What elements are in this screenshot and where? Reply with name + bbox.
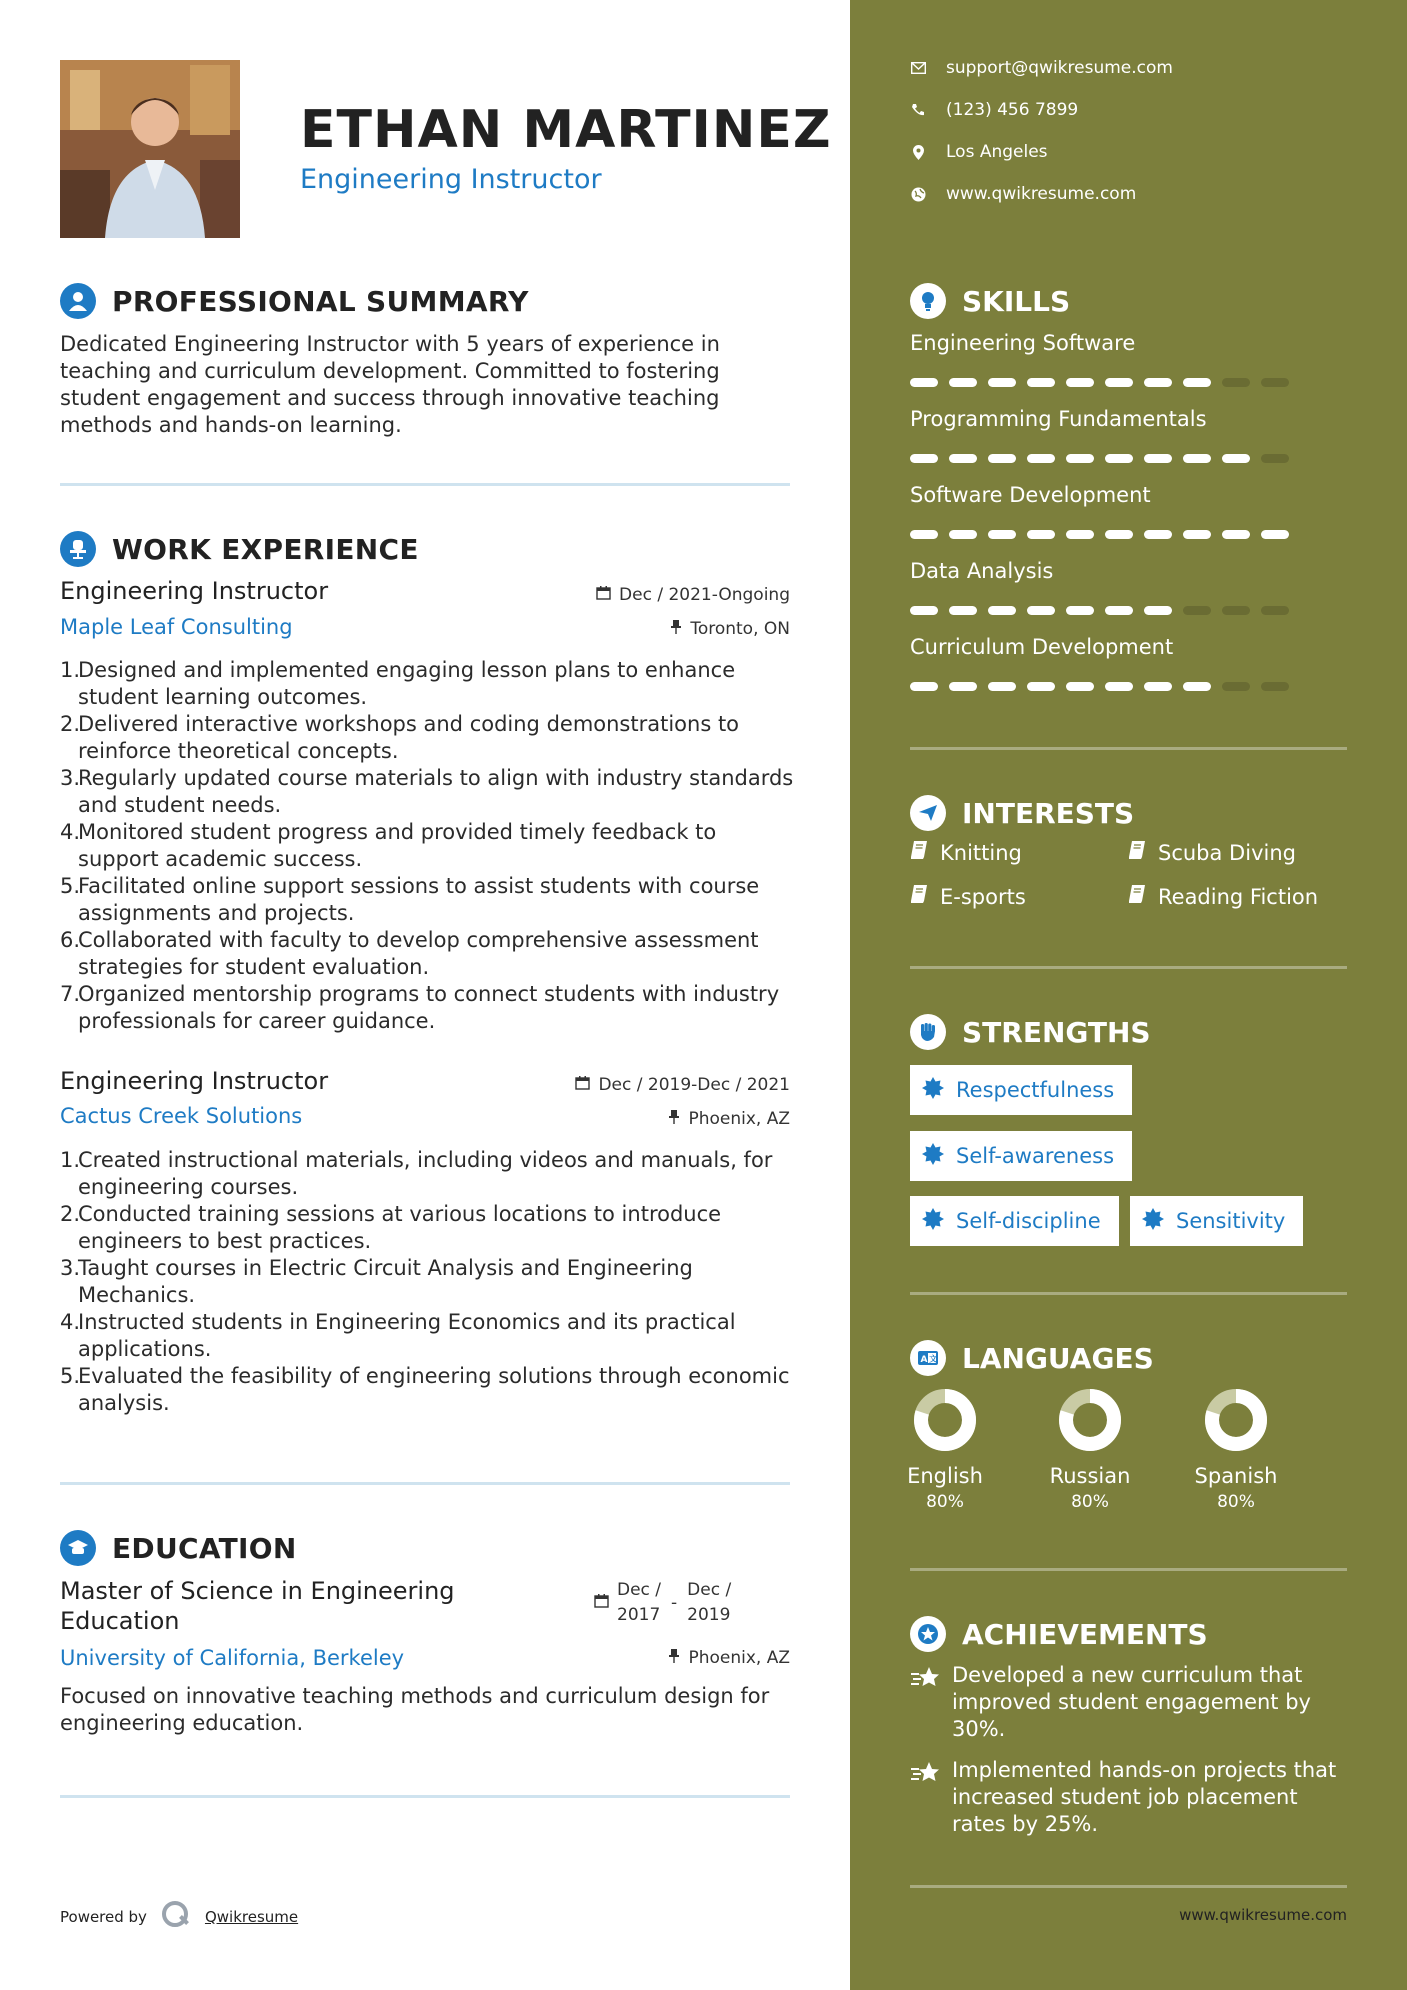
qwikresume-logo-icon [161, 1900, 191, 1934]
skill-segment [1066, 606, 1094, 615]
job-location-text: Phoenix, AZ [688, 1109, 790, 1129]
skill-segment [1066, 682, 1094, 691]
powered-by-label: Powered by [60, 1908, 147, 1926]
section-divider [910, 966, 1347, 969]
language-name: Russian [1049, 1464, 1131, 1488]
contact-location [910, 142, 1370, 162]
strength-label: Self-discipline [956, 1209, 1101, 1233]
language-percent: 80% [1217, 1492, 1255, 1512]
skill-segment [949, 682, 977, 691]
svg-text:文: 文 [929, 1354, 938, 1364]
skill-segment [910, 682, 938, 691]
contact-phone-text: (123) 456 7899 [946, 100, 1079, 120]
skill-segment [1261, 530, 1289, 539]
achievements-heading-text: ACHIEVEMENTS [962, 1617, 1208, 1651]
skill-segment [1144, 606, 1172, 615]
skill-segment [1261, 378, 1289, 387]
skill-segment [1222, 606, 1250, 615]
degree-title [60, 1576, 455, 1636]
skill-segment [1027, 378, 1055, 387]
skill-segment [1027, 454, 1055, 463]
skill-segment [910, 530, 938, 539]
education-heading-text: EDUCATION [112, 1531, 297, 1565]
profile-photo [60, 60, 240, 238]
strength-label: Sensitivity [1176, 1209, 1286, 1233]
skill-segment [1183, 530, 1211, 539]
strength-badge [910, 1196, 1119, 1246]
candidate-title: Engineering Instructor [300, 164, 602, 195]
skill-segment [1261, 454, 1289, 463]
language-name: Spanish [1194, 1464, 1278, 1488]
summary-line: student engagement and success through innovative teaching [60, 386, 720, 410]
date-separator: - [671, 1593, 678, 1613]
skills-heading [910, 283, 1070, 319]
achievement-item [910, 1757, 1360, 1838]
list-item: 4. Instructed students in Engineering Economics and its practical applications. [60, 1310, 736, 1361]
experience-heading [60, 531, 419, 567]
achievement-text: Developed a new curriculum that improved student engagement by 30%. [952, 1663, 1311, 1741]
book-icon [910, 840, 928, 865]
skills-heading-text: SKILLS [962, 284, 1071, 318]
skill-segment [949, 378, 977, 387]
skill-segment [1183, 378, 1211, 387]
skill-segment [1183, 606, 1211, 615]
section-divider [910, 1568, 1347, 1571]
calendar-icon [594, 1593, 609, 1613]
strength-badge [1130, 1196, 1303, 1246]
job-location [670, 619, 790, 639]
badge-star-icon [922, 1143, 944, 1170]
user-icon [60, 283, 96, 319]
skill-segment [949, 454, 977, 463]
skill-segment [1027, 530, 1055, 539]
skill-segment [1261, 606, 1289, 615]
skill-segment [1105, 606, 1133, 615]
education-description: Focused on innovative teaching methods and curriculum design for engineering education. [60, 1684, 770, 1735]
education-dates [594, 1578, 731, 1628]
language-ring [1058, 1388, 1122, 1452]
summary-line: methods and hands-on learning. [60, 413, 402, 437]
skill-segment [1222, 530, 1250, 539]
education-end: Dec / 2019 [687, 1580, 732, 1625]
strengths-heading-text: STRENGTHS [962, 1015, 1151, 1049]
map-marker-icon [910, 145, 926, 160]
skill-segment [1144, 530, 1172, 539]
skill-segment [1105, 682, 1133, 691]
skill-name: Programming Fundamentals [910, 407, 1207, 431]
job-title: Engineering Instructor [60, 1067, 329, 1095]
book-icon [1128, 884, 1146, 909]
skill-segment [949, 606, 977, 615]
contact-phone[interactable] [910, 100, 1370, 120]
graduation-cap-icon [60, 1530, 96, 1566]
translate-icon [910, 1340, 946, 1376]
book-icon [1128, 840, 1146, 865]
list-item: 1. Designed and implemented engaging lesson plans to enhance student learning outcomes. [60, 658, 736, 709]
skill-segment [1066, 454, 1094, 463]
interest-label: Scuba Diving [1158, 840, 1296, 865]
skill-segment [1222, 378, 1250, 387]
summary-line: Dedicated Engineering Instructor with 5 years of experience in [60, 332, 720, 356]
skill-segment [1261, 682, 1289, 691]
language-item [1040, 1388, 1140, 1512]
list-item: 6. Collaborated with faculty to develop comprehensive assessment strategies for student evaluation. [60, 928, 759, 979]
list-item: 2. Conducted training sessions at various locations to introduce engineers to best practices. [60, 1202, 722, 1253]
achievement-item [910, 1662, 1360, 1743]
skill-segment [1144, 682, 1172, 691]
languages-heading [910, 1340, 1154, 1376]
skill-segment [1027, 606, 1055, 615]
skill-level-bar [910, 378, 1289, 387]
section-divider [60, 1482, 790, 1485]
skill-segment [1105, 454, 1133, 463]
achievements-heading [910, 1616, 1208, 1652]
section-divider [60, 1795, 790, 1798]
skill-name: Curriculum Development [910, 635, 1174, 659]
skill-segment [910, 454, 938, 463]
section-divider [910, 1292, 1347, 1295]
section-divider [910, 1885, 1347, 1888]
skill-segment [988, 530, 1016, 539]
interest-item [1128, 840, 1296, 865]
language-name: English [907, 1464, 983, 1488]
list-item: 4. Monitored student progress and provided timely feedback to support academic success. [60, 820, 717, 871]
skill-segment [910, 606, 938, 615]
skill-name: Engineering Software [910, 331, 1136, 355]
skill-segment [1066, 378, 1094, 387]
skill-segment [1222, 682, 1250, 691]
interest-item [910, 884, 1026, 909]
calendar-icon [596, 585, 611, 605]
pin-icon [670, 619, 682, 639]
skill-name: Data Analysis [910, 559, 1054, 583]
section-divider [910, 747, 1347, 750]
interest-label: Knitting [940, 840, 1022, 865]
job-company: Cactus Creek Solutions [60, 1104, 303, 1128]
briefcase-chair-icon [60, 531, 96, 567]
strength-label: Self-awareness [956, 1144, 1115, 1168]
summary-line: teaching and curriculum development. Committed to fostering [60, 359, 720, 383]
list-item: 5. Facilitated online support sessions to assist students with course assignments and projects. [60, 874, 760, 925]
contact-email[interactable] [910, 58, 1370, 78]
skill-segment [1105, 530, 1133, 539]
powered-by [60, 1900, 298, 1934]
strength-badge [910, 1065, 1132, 1115]
degree-line: Master of Science in Engineering [60, 1577, 455, 1605]
contact-email-text: support@qwikresume.com [946, 58, 1173, 78]
skill-segment [910, 378, 938, 387]
summary-text [60, 331, 800, 439]
list-item: 3. Regularly updated course materials to align with industry standards and student needs. [60, 766, 794, 817]
job-company: Maple Leaf Consulting [60, 615, 293, 639]
education-start: Dec / 2017 [617, 1580, 662, 1625]
list-item: 2. Delivered interactive workshops and coding demonstrations to reinforce theoretical concepts. [60, 712, 740, 763]
summary-heading-text: PROFESSIONAL SUMMARY [112, 284, 529, 318]
job-title: Engineering Instructor [60, 577, 329, 605]
strength-badge [910, 1131, 1132, 1181]
interest-label: Reading Fiction [1158, 884, 1319, 909]
footer-website[interactable]: www.qwikresume.com [1179, 1906, 1347, 1924]
skill-segment [1027, 682, 1055, 691]
svg-text:A: A [920, 1355, 928, 1365]
envelope-icon [910, 62, 926, 74]
list-item: 7. Organized mentorship programs to connect students with industry professionals for career guidance. [60, 982, 780, 1033]
contact-location-text: Los Angeles [946, 142, 1048, 162]
pin-icon [668, 1109, 680, 1129]
interests-heading [910, 795, 1134, 831]
skill-segment [1105, 378, 1133, 387]
language-percent: 80% [1071, 1492, 1109, 1512]
education-location [668, 1648, 790, 1668]
strengths-heading [910, 1014, 1151, 1050]
experience-heading-text: WORK EXPERIENCE [112, 532, 419, 566]
skill-level-bar [910, 606, 1289, 615]
job-date [596, 585, 790, 605]
degree-line: Education [60, 1607, 180, 1635]
skill-segment [988, 606, 1016, 615]
interest-item [910, 840, 1022, 865]
book-icon [910, 884, 928, 909]
interests-heading-text: INTERESTS [962, 796, 1135, 830]
calendar-icon [575, 1075, 590, 1095]
skill-segment [1066, 530, 1094, 539]
language-item [1186, 1388, 1286, 1512]
school-name: University of California, Berkeley [60, 1646, 405, 1670]
fist-icon [910, 1014, 946, 1050]
job-date [575, 1075, 790, 1095]
language-ring [913, 1388, 977, 1452]
list-item: 5. Evaluated the feasibility of engineering solutions through economic analysis. [60, 1364, 790, 1415]
education-location-text: Phoenix, AZ [688, 1648, 790, 1668]
candidate-name: ETHAN MARTINEZ [300, 100, 832, 160]
language-ring [1204, 1388, 1268, 1452]
job-date-text: Dec / 2019-Dec / 2021 [598, 1075, 790, 1095]
contact-website-text: www.qwikresume.com [946, 184, 1137, 204]
skill-segment [1144, 454, 1172, 463]
sidebar [850, 0, 1407, 1990]
strength-label: Respectfulness [956, 1078, 1115, 1102]
contact-website[interactable] [910, 184, 1370, 204]
globe-icon [910, 187, 926, 202]
language-item [895, 1388, 995, 1512]
skill-segment [949, 530, 977, 539]
skill-segment [988, 378, 1016, 387]
language-percent: 80% [926, 1492, 964, 1512]
shooting-star-icon [910, 1666, 940, 1743]
achievement-text: Implemented hands-on projects that increased student job placement rates by 25%. [952, 1758, 1337, 1836]
education-heading [60, 1530, 297, 1566]
badge-star-icon [1142, 1208, 1164, 1235]
list-item: 3. Taught courses in Electric Circuit Analysis and Engineering Mechanics. [60, 1256, 693, 1307]
job-bullets [60, 1147, 800, 1417]
interest-item [1128, 884, 1318, 909]
badge-star-icon [922, 1077, 944, 1104]
skill-level-bar [910, 530, 1289, 539]
star-badge-icon [910, 1616, 946, 1652]
job-bullets [60, 657, 800, 1035]
skill-level-bar [910, 682, 1289, 691]
paper-plane-icon [910, 795, 946, 831]
shooting-star-icon [910, 1761, 940, 1838]
list-item: 1. Created instructional materials, including videos and manuals, for engineering courses. [60, 1148, 773, 1199]
skill-segment [988, 682, 1016, 691]
skill-segment [1183, 454, 1211, 463]
languages-heading-text: LANGUAGES [962, 1341, 1154, 1375]
skill-name: Software Development [910, 483, 1151, 507]
skill-segment [988, 454, 1016, 463]
skill-segment [1183, 682, 1211, 691]
interest-label: E-sports [940, 884, 1026, 909]
summary-heading [60, 283, 529, 319]
job-location [668, 1109, 790, 1129]
skill-segment [1222, 454, 1250, 463]
job-location-text: Toronto, ON [690, 619, 790, 639]
lightbulb-icon [910, 283, 946, 319]
phone-icon [910, 103, 926, 117]
section-divider [60, 483, 790, 486]
skill-level-bar [910, 454, 1289, 463]
job-date-text: Dec / 2021-Ongoing [619, 585, 790, 605]
qwikresume-link[interactable]: Qwikresume [204, 1908, 299, 1926]
pin-icon [668, 1648, 680, 1668]
skill-segment [1144, 378, 1172, 387]
badge-star-icon [922, 1208, 944, 1235]
